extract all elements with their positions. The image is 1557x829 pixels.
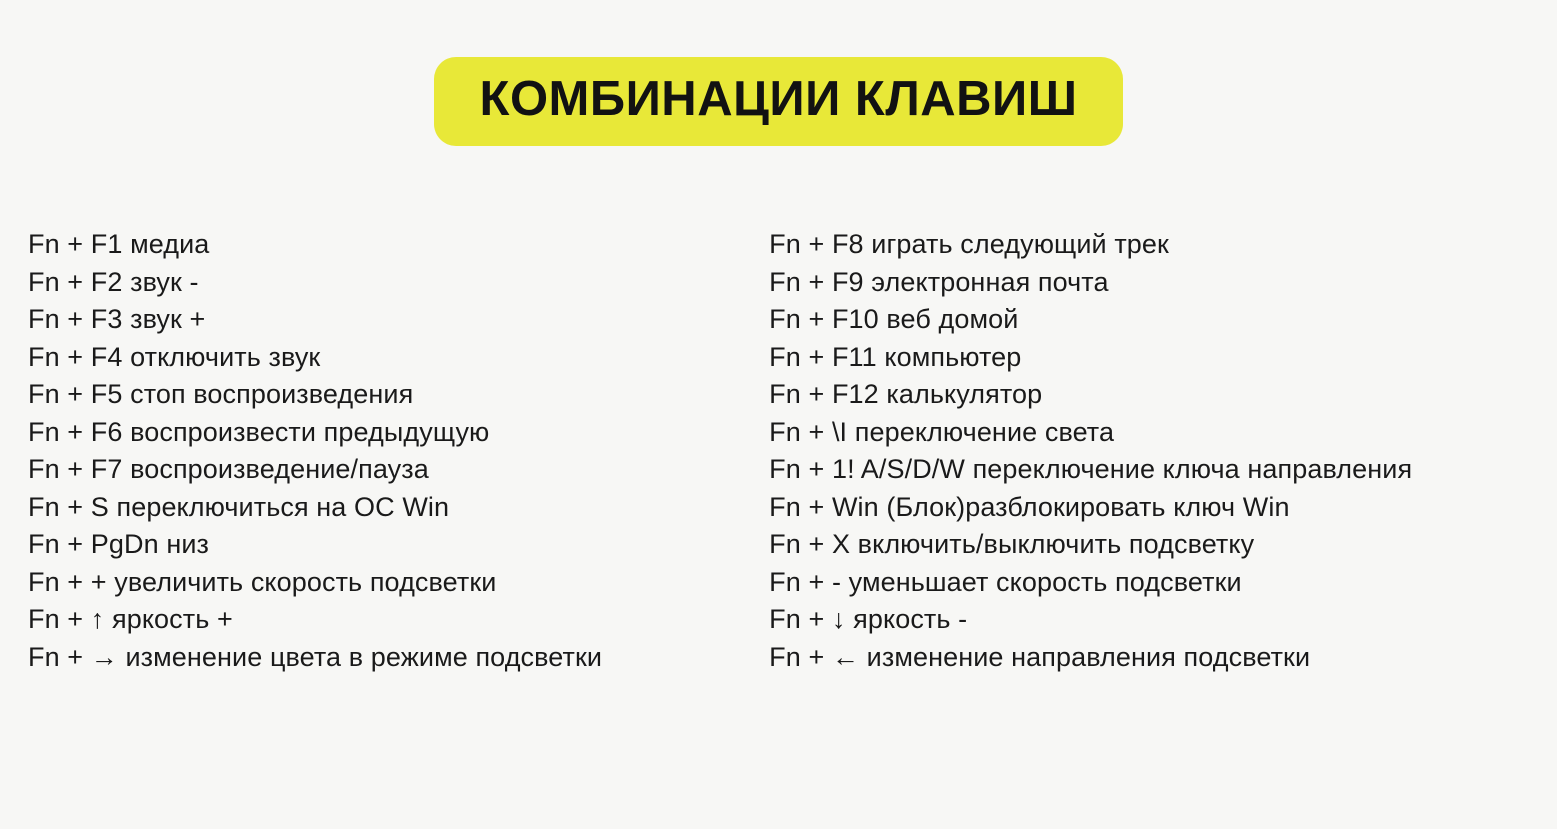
list-item: Fn + ↑ яркость + — [28, 604, 233, 634]
list-item: Fn + F8 играть следующий трек — [769, 229, 1169, 259]
list-item: Fn + F3 звук + — [28, 304, 206, 334]
list-item: Fn + Win (Блок)разблокировать ключ Win — [769, 491, 1290, 522]
list-item: Fn + F11 компьютер — [769, 341, 1022, 372]
list-item: Fn + ↓ яркость - — [769, 604, 968, 634]
list-item: Fn + \I переключение света — [769, 416, 1115, 447]
list-item: Fn + F10 веб домой — [769, 304, 1019, 334]
page-title-container — [0, 57, 1557, 146]
list-item: Fn + ← изменение направления подсветки — [769, 641, 1311, 672]
list-item: Fn + → изменение цвета в режиме подсветки — [28, 641, 603, 672]
shortcuts-columns — [0, 226, 1557, 676]
list-item: Fn + F1 медиа — [28, 229, 210, 259]
list-item: Fn + F2 звук - — [28, 266, 199, 297]
list-item: Fn + X включить/выключить подсветку — [769, 529, 1255, 559]
shortcuts-column-right — [769, 226, 1539, 676]
shortcuts-column-left — [28, 226, 769, 676]
list-item: Fn + F4 отключить звук — [28, 341, 321, 372]
list-item: Fn + F12 калькулятор — [769, 379, 1043, 409]
list-item: Fn + F7 воспроизведение/пауза — [28, 454, 429, 484]
list-item: Fn + - уменьшает скорость подсветки — [769, 566, 1242, 597]
title-badge — [434, 57, 1124, 146]
list-item: Fn + 1! A/S/D/W переключение ключа направления — [769, 454, 1413, 484]
list-item: Fn + PgDn низ — [28, 529, 209, 559]
list-item: Fn + F5 стоп воспроизведения — [28, 379, 414, 409]
list-item: Fn + + увеличить скорость подсветки — [28, 566, 497, 597]
list-item: Fn + F6 воспроизвести предыдущую — [28, 416, 490, 447]
list-item: Fn + F9 электронная почта — [769, 266, 1109, 297]
list-item: Fn + S переключиться на ОС Win — [28, 491, 450, 522]
page-title: КОМБИНАЦИИ КЛАВИШ — [479, 72, 1078, 126]
